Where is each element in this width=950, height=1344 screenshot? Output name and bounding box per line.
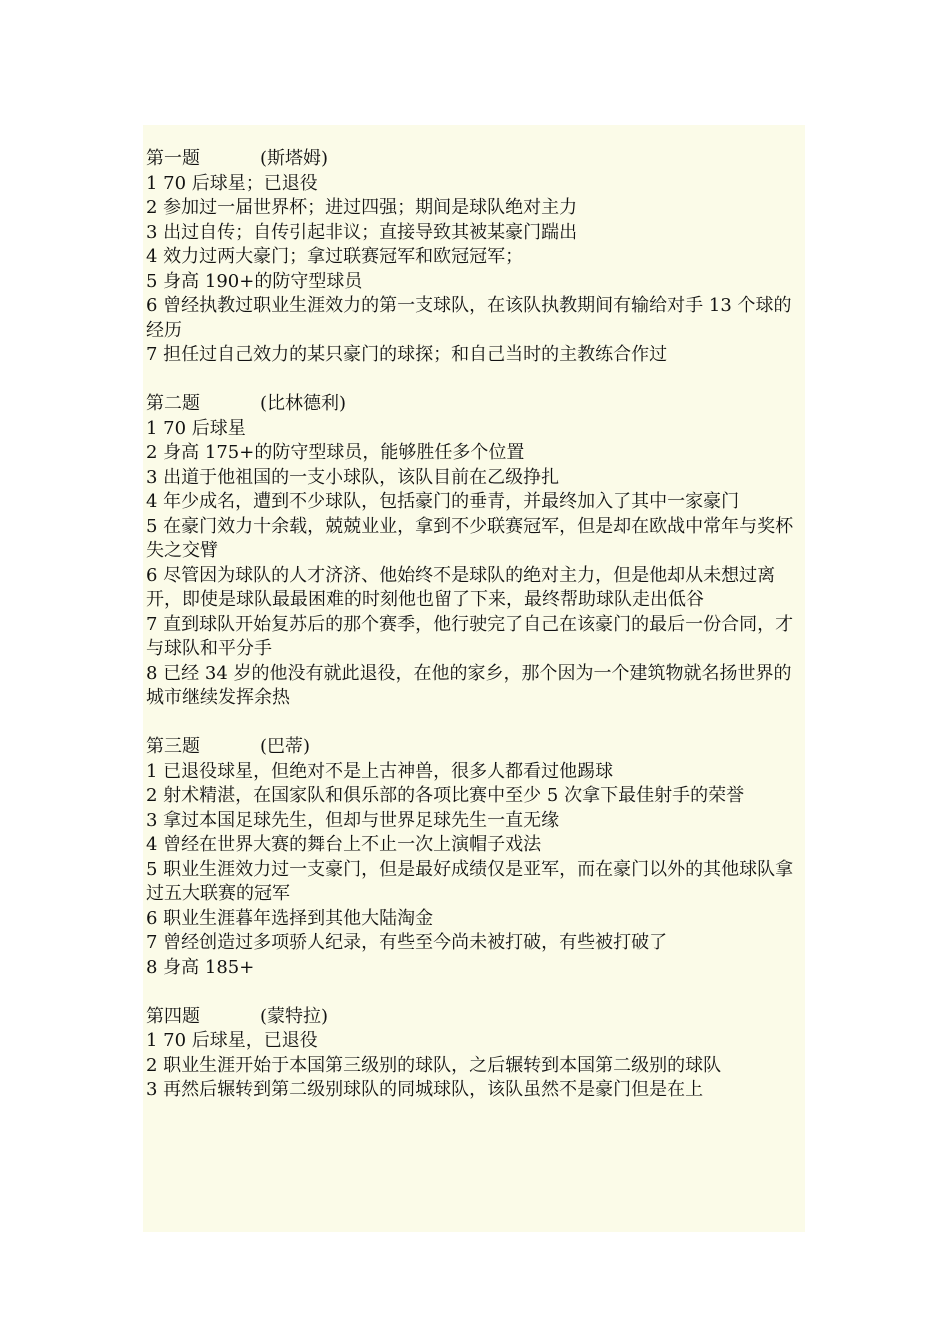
question-number: 第四题	[146, 1005, 200, 1027]
clue-line: 4 效力过两大豪门；拿过联赛冠军和欧冠冠军；	[146, 246, 524, 267]
question-answer: (比林德利)	[260, 393, 347, 414]
question-title	[146, 735, 805, 760]
clue-line: 1 70 后球星；已退役	[146, 172, 318, 194]
clue-line: 1 70 后球星，已退役	[146, 1030, 318, 1051]
clue-line: 3 拿过本国足球先生，但却与世界足球先生一直无缘	[146, 809, 560, 831]
clue-line: 7 直到球队开始复苏后的那个赛季，他行驶完了自己在该豪门的最后一份合同，才与球队和平分手	[146, 613, 794, 659]
clue-line: 1 70 后球星	[146, 417, 246, 439]
clue-line: 8 身高 185+	[146, 956, 255, 978]
clue-line: 8 已经 34 岁的他没有就此退役，在他的家乡，那个因为一个建筑物就名扬世界的城市继续发挥余热	[146, 662, 792, 708]
question-4	[146, 1005, 805, 1103]
clue-line: 3 出道于他祖国的一支小球队，该队目前在乙级挣扎	[146, 466, 560, 488]
question-2	[146, 392, 805, 711]
question-1	[146, 147, 805, 368]
clue-line: 2 身高 175+的防守型球员，能够胜任多个位置	[146, 442, 525, 463]
clue-line: 6 尽管因为球队的人才济济、他始终不是球队的绝对主力，但是他却从未想过离开，即使是球队最最困难的时刻他也留了下来，最终帮助球队走出低谷	[146, 564, 776, 610]
clue-line: 6 职业生涯暮年选择到其他大陆淘金	[146, 907, 434, 929]
clue-line: 2 参加过一届世界杯；进过四强；期间是球队绝对主力	[146, 197, 578, 218]
question-answer: (斯塔姆)	[260, 148, 329, 169]
clue-line: 3 再然后辗转到第二级别球队的同城球队，该队虽然不是豪门但是在上	[146, 1079, 704, 1100]
clue-line: 6 曾经执教过职业生涯效力的第一支球队，在该队执教期间有输给对手 13 个球的经历	[146, 295, 792, 341]
clue-line: 4 曾经在世界大赛的舞台上不止一次上演帽子戏法	[146, 834, 542, 855]
question-title	[146, 392, 805, 417]
clue-line: 7 曾经创造过多项骄人纪录，有些至今尚未被打破，有些被打破了	[146, 932, 668, 953]
clue-line: 3 出过自传；自传引起非议；直接导致其被某豪门踹出	[146, 221, 578, 243]
question-title	[146, 147, 805, 172]
question-title	[146, 1005, 805, 1030]
question-number: 第三题	[146, 736, 200, 757]
clue-line: 5 身高 190+的防守型球员	[146, 270, 363, 292]
clue-line: 4 年少成名，遭到不少球队，包括豪门的垂青，并最终加入了其中一家豪门	[146, 491, 740, 512]
question-number: 第一题	[146, 148, 200, 169]
clue-line: 2 职业生涯开始于本国第三级别的球队，之后辗转到本国第二级别的球队	[146, 1054, 722, 1076]
question-3	[146, 735, 805, 980]
question-answer: (巴蒂)	[260, 736, 311, 757]
clue-line: 5 在豪门效力十余载，兢兢业业，拿到不少联赛冠军，但是却在欧战中常年与奖杯失之交臂	[146, 515, 794, 561]
clue-line: 2 射术精湛，在国家队和俱乐部的各项比赛中至少 5 次拿下最佳射手的荣誉	[146, 785, 745, 806]
clue-line: 7 担任过自己效力的某只豪门的球探；和自己当时的主教练合作过	[146, 344, 668, 365]
clue-line: 5 职业生涯效力过一支豪门，但是最好成绩仅是亚军，而在豪门以外的其他球队拿过五大联赛的冠军	[146, 858, 794, 904]
question-number: 第二题	[146, 393, 200, 414]
question-answer: (蒙特拉)	[260, 1005, 329, 1027]
clue-line: 1 已退役球星，但绝对不是上古神兽，很多人都看过他踢球	[146, 760, 614, 782]
document-page	[143, 125, 805, 1232]
